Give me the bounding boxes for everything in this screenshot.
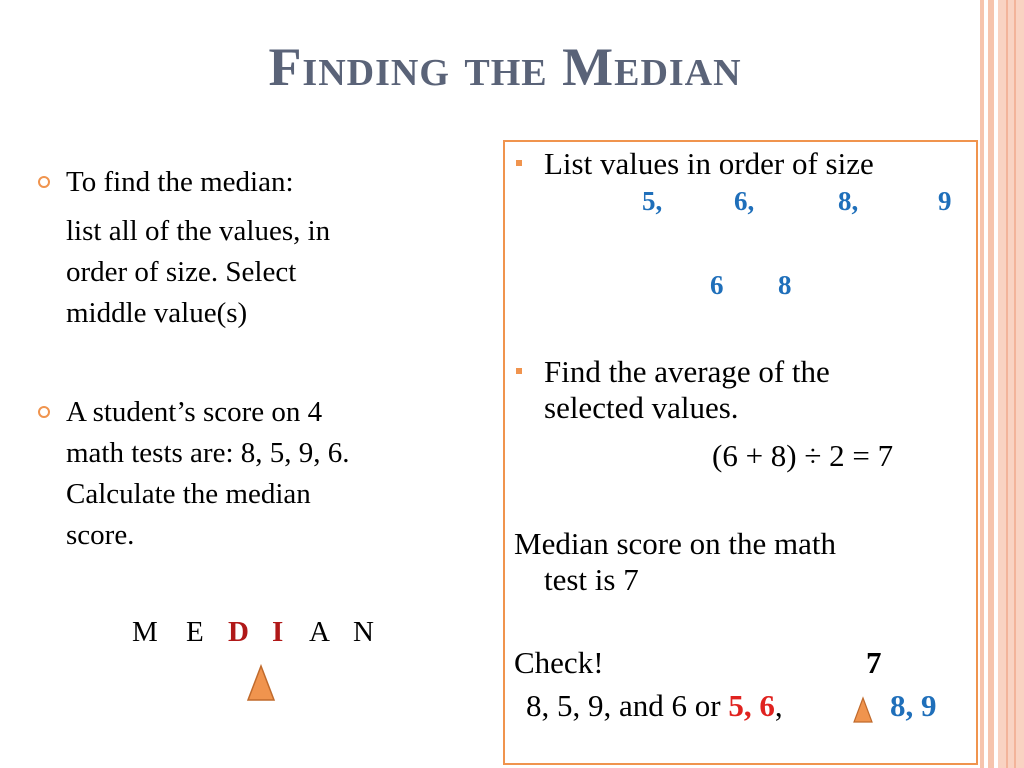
body-line: Calculate the median: [66, 478, 311, 510]
bullet-icon: [516, 368, 522, 374]
decor-stripe: [988, 0, 994, 768]
body-line: selected values.: [544, 390, 739, 425]
middle-value: 6: [710, 270, 724, 300]
body-line: order of size. Select: [66, 256, 297, 288]
body-line: math tests are: 8, 5, 9, 6.: [66, 437, 350, 469]
ordered-value: 9: [938, 186, 952, 216]
check-prefix: 8, 5, 9, and 6 or: [526, 688, 721, 723]
median-letter: N: [353, 616, 374, 648]
page-title: Finding the Median: [268, 37, 742, 97]
median-letter: A: [309, 616, 330, 648]
up-arrow-icon: [246, 664, 276, 702]
check-line: [526, 688, 783, 724]
bullet-icon: [38, 406, 50, 418]
check-label: Check!: [514, 645, 604, 680]
body-line: Median score on the math: [514, 526, 836, 561]
median-letter: M: [132, 616, 158, 648]
decor-stripe: [1006, 0, 1008, 768]
check-value: 7: [866, 645, 882, 680]
bullet-text: List values in order of size: [544, 146, 874, 181]
middle-value: 8: [778, 270, 792, 300]
median-letter-highlight: D: [228, 616, 249, 648]
median-letter: E: [186, 616, 204, 648]
calculation: (6 + 8) ÷ 2 = 7: [712, 438, 894, 473]
up-arrow-icon: [852, 696, 874, 724]
decor-stripe: [998, 0, 1024, 768]
body-line: Find the average of the: [544, 354, 830, 389]
decor-stripe: [980, 0, 984, 768]
check-blue-values: 8, 9: [890, 688, 937, 723]
body-line: middle value(s): [66, 297, 248, 329]
ordered-value: 6,: [734, 186, 755, 216]
body-line: test is 7: [544, 562, 639, 597]
check-comma: ,: [774, 688, 783, 723]
body-line: list all of the values, in: [66, 215, 331, 247]
bullet-text: To find the median:: [66, 166, 294, 198]
ordered-value: 8,: [838, 186, 859, 216]
bullet-icon: [516, 160, 522, 166]
bullet-icon: [38, 176, 50, 188]
ordered-value: 5,: [642, 186, 663, 216]
body-line: score.: [66, 519, 135, 551]
body-line: A student’s score on 4: [66, 396, 323, 428]
check-red-values: 5, 6: [728, 688, 775, 723]
decor-stripe: [1014, 0, 1016, 768]
median-letter-highlight: I: [272, 616, 284, 648]
